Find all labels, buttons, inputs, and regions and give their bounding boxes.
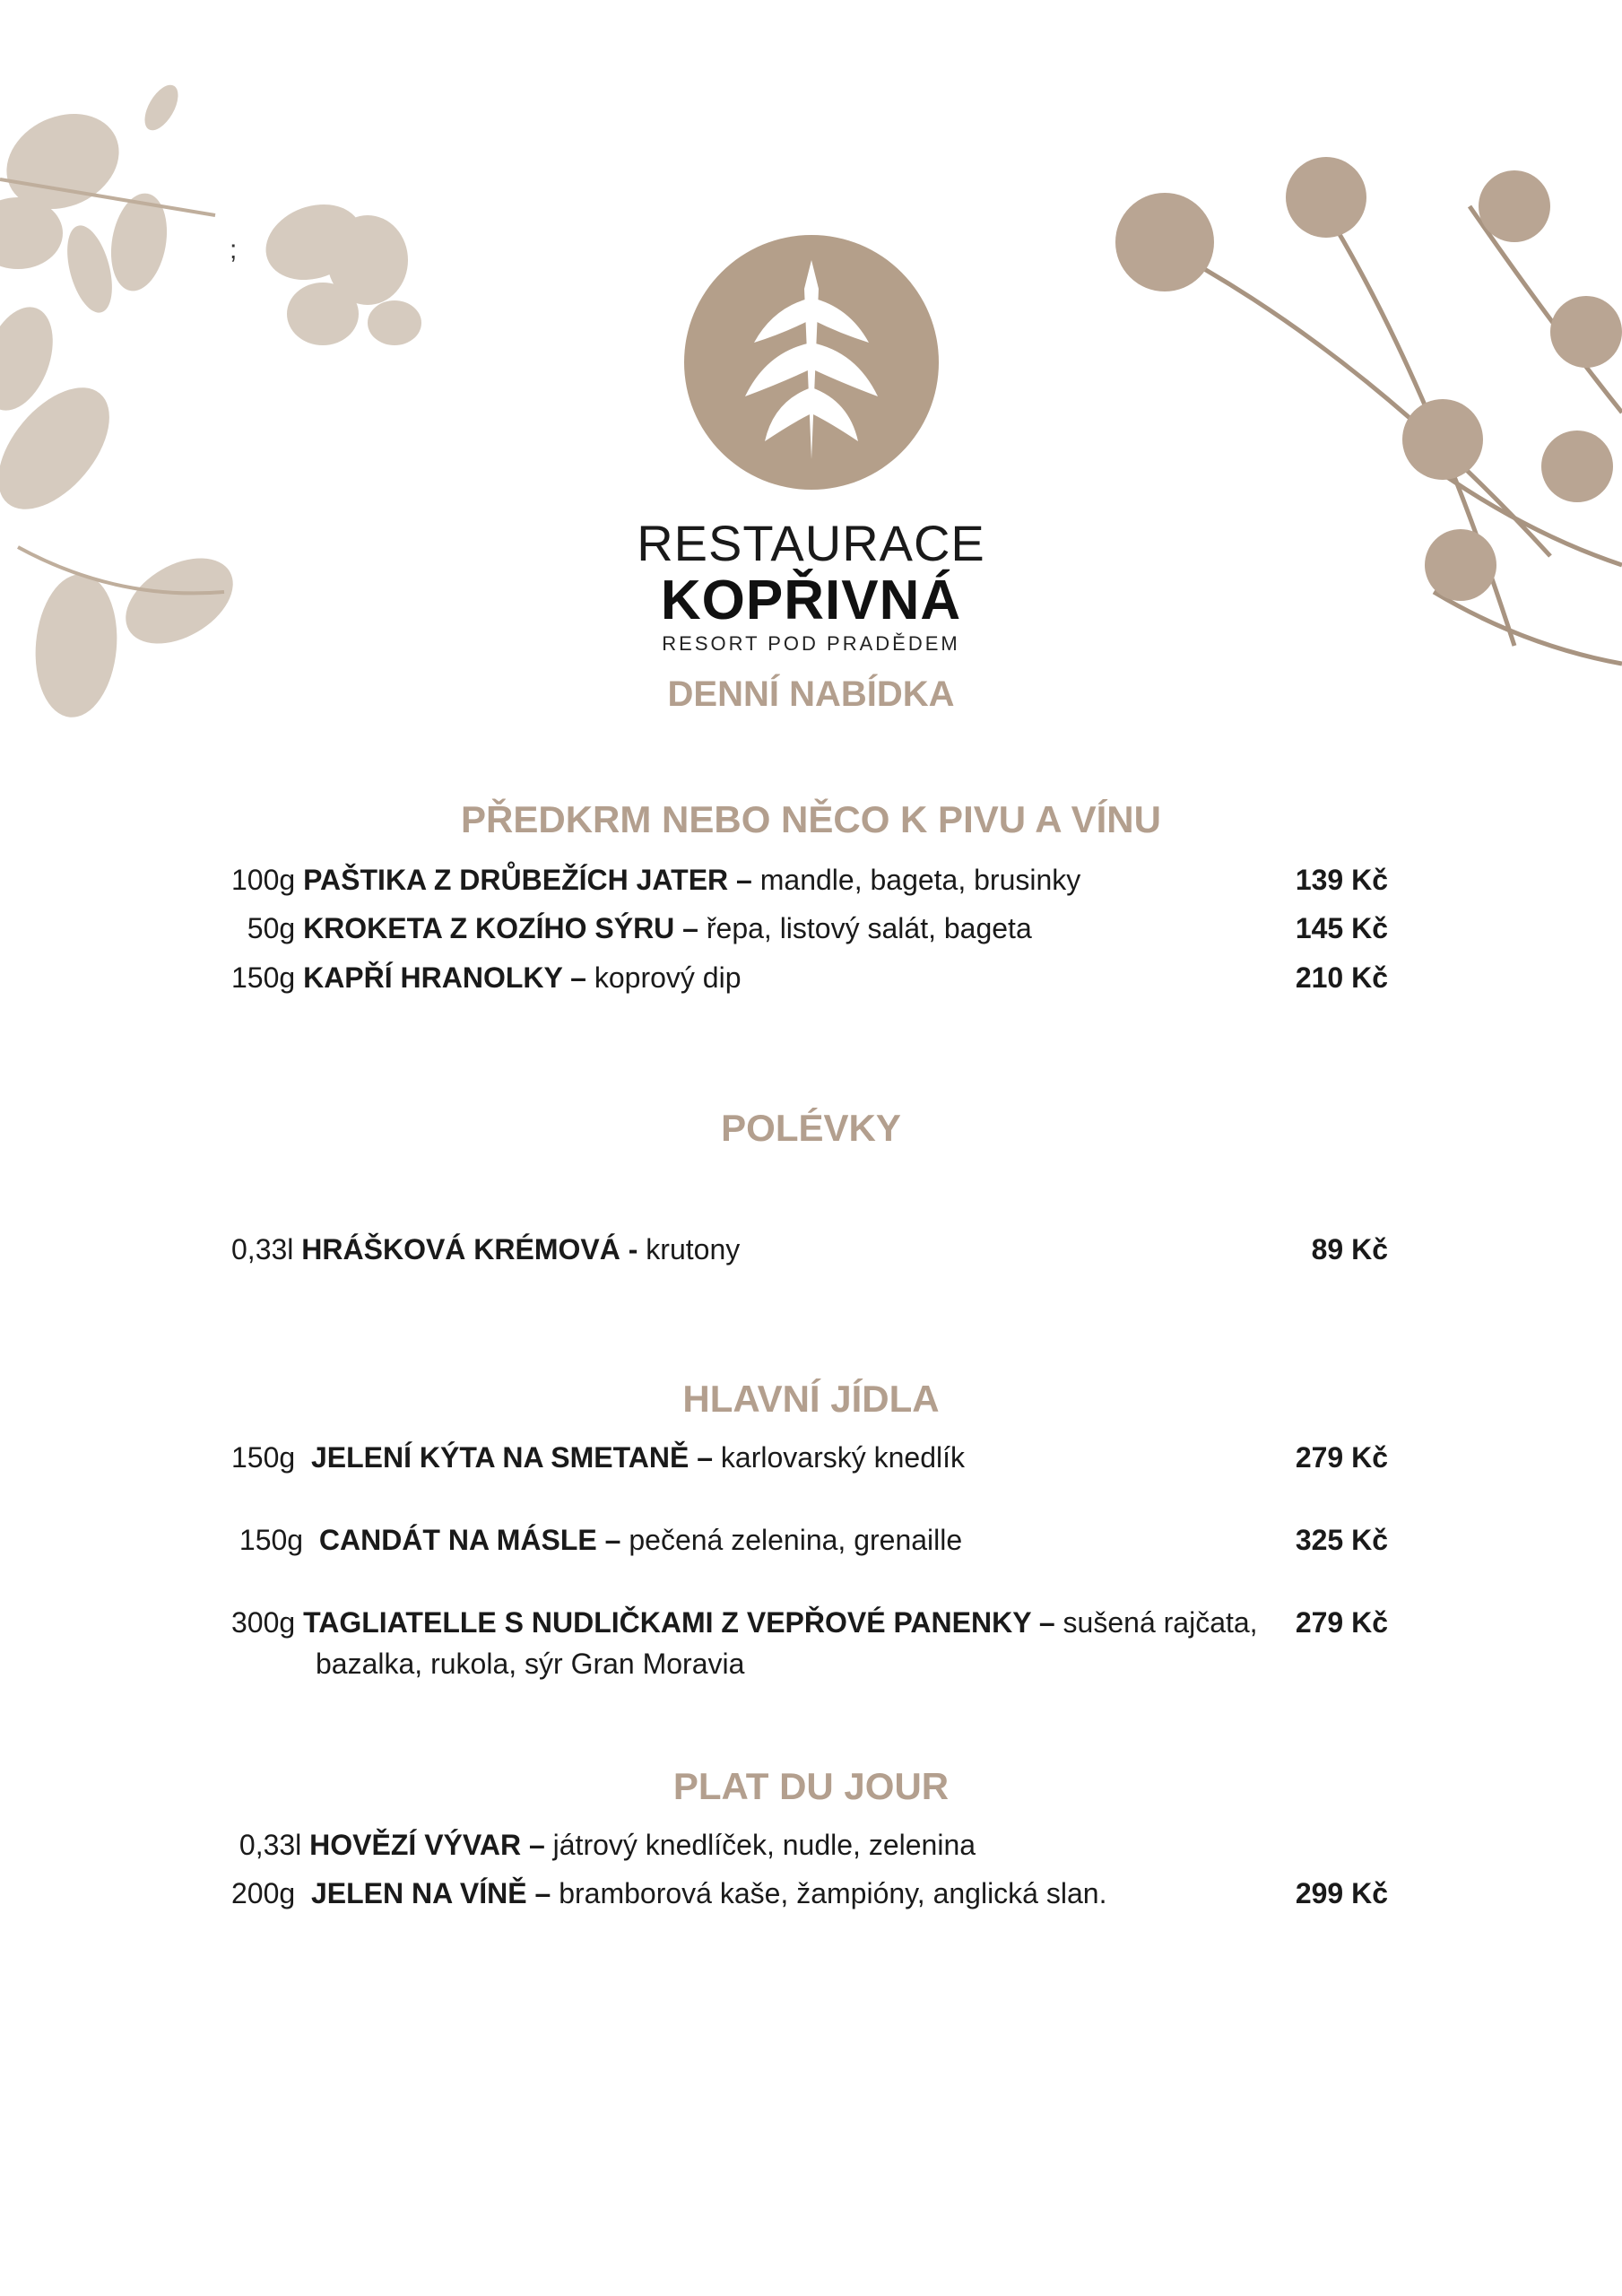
item-description-continued: bazalka, rukola, sýr Gran Moravia: [316, 1648, 745, 1680]
nettle-plant-icon: [684, 235, 939, 490]
section-title-appetizers: PŘEDKRM NEBO NĚCO K PIVU A VÍNU: [461, 798, 1161, 840]
item-price: 325 Kč: [1295, 1524, 1388, 1556]
menu-item: 0,33l HOVĚZÍ VÝVAR – játrový knedlíček, nudle, zelenina: [239, 1829, 976, 1861]
item-price: 279 Kč: [1295, 1606, 1388, 1639]
menu-item: 200g JELEN NA VÍNĚ – bramborová kaše, žampióny, anglická slan. 299 Kč: [231, 1873, 1388, 1914]
brand-line-2: KOPŘIVNÁ: [660, 570, 962, 631]
menu-item: 150g KAPŘÍ HRANOLKY – koprový dip 210 Kč: [231, 957, 1388, 998]
page-subtitle: DENNÍ NABÍDKA: [667, 674, 955, 714]
menu-item: 50g KROKETA Z KOZÍHO SÝRU – řepa, listový salát, bageta 145 Kč: [231, 908, 1388, 949]
section-title-plat-du-jour: PLAT DU JOUR: [672, 1765, 950, 1807]
section-title-soups: POLÉVKY: [721, 1107, 901, 1149]
menu-item: 150g CANDÁT NA MÁSLE – pečená zelenina, grenaille 325 Kč: [231, 1519, 1388, 1561]
menu-item: 150g JELENÍ KÝTA NA SMETANĚ – karlovarský knedlík 279 Kč: [231, 1437, 1388, 1478]
brand-line-3: RESORT POD PRADĚDEM: [662, 632, 960, 655]
item-price: 299 Kč: [1295, 1877, 1388, 1909]
item-price: 139 Kč: [1295, 864, 1388, 896]
item-price: 210 Kč: [1295, 961, 1388, 994]
menu-item: 0,33l HRÁŠKOVÁ KRÉMOVÁ - krutony 89 Kč: [231, 1229, 1388, 1270]
stray-mark: ;: [230, 235, 238, 265]
brand-line-1: RESTAURACE: [637, 515, 985, 571]
item-price: 145 Kč: [1295, 912, 1388, 944]
item-price: 89 Kč: [1311, 1233, 1388, 1265]
menu-item: 100g PAŠTIKA Z DRŮBEŽÍCH JATER – mandle, bageta, brusinky 139 Kč: [231, 859, 1388, 900]
section-title-main-courses: HLAVNÍ JÍDLA: [682, 1378, 940, 1420]
restaurant-logo: [0, 235, 1622, 658]
item-price: 279 Kč: [1295, 1441, 1388, 1474]
menu-item: 300g TAGLIATELLE S NUDLIČKAMI Z VEPŘOVÉ PANENKY – sušená rajčata, 279 Kč: [231, 1602, 1388, 1643]
